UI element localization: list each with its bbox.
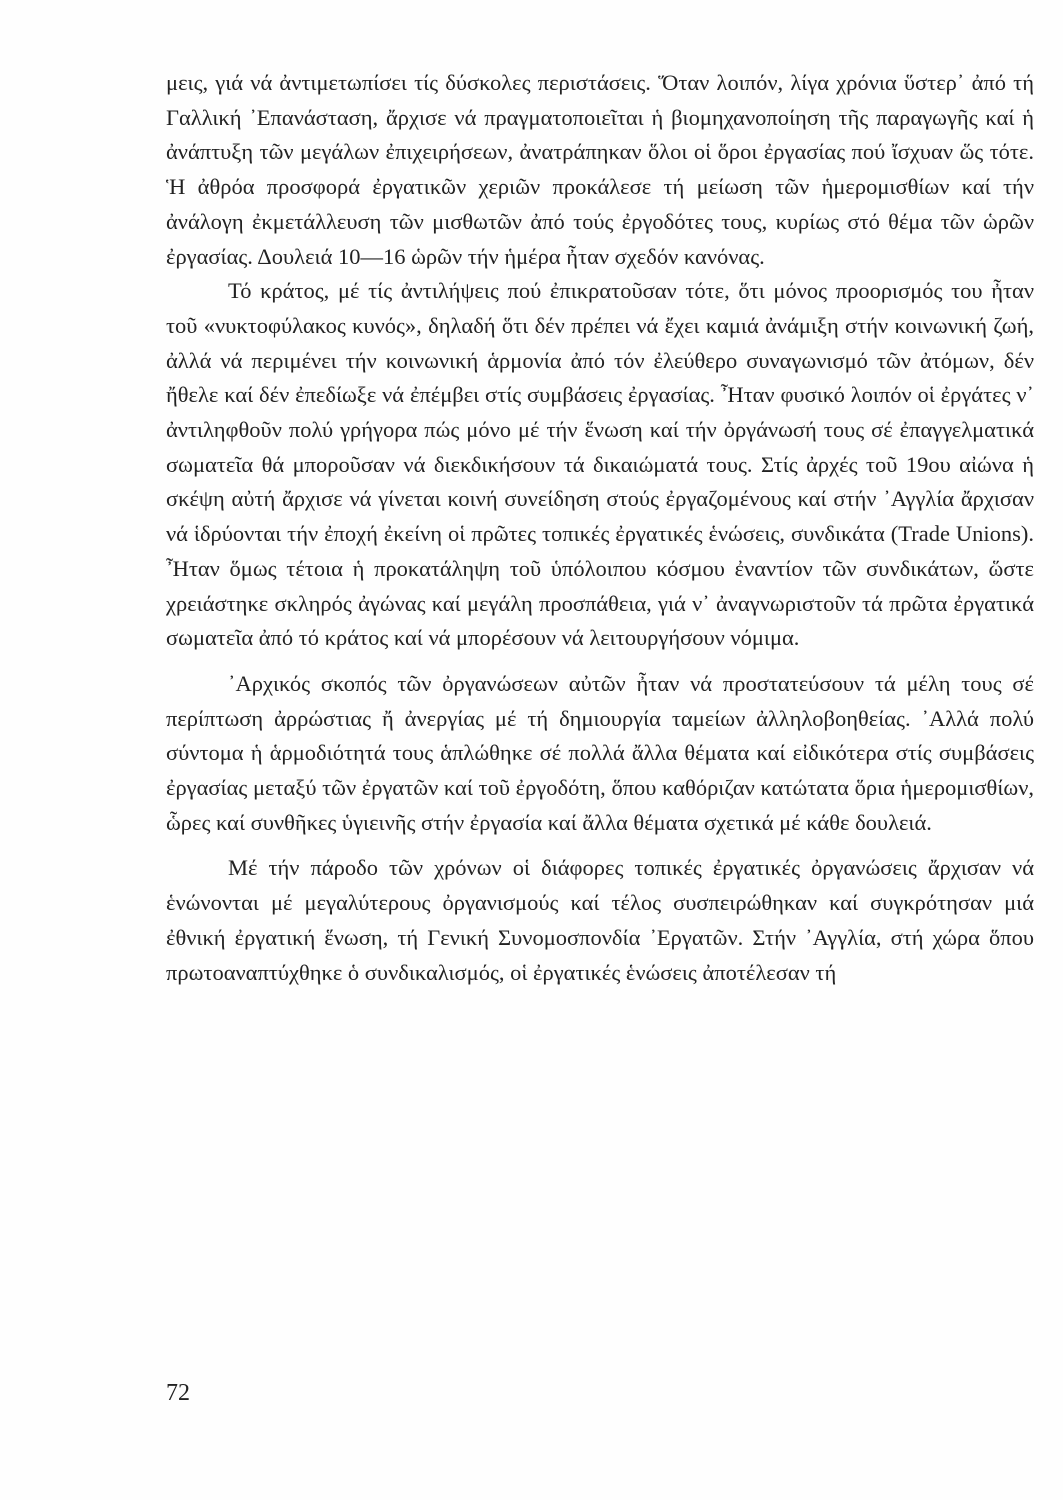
paragraph-1: μεις, γιά νά ἀντιμετωπίσει τίς δύσκολες περιστάσεις. Ὅταν λοιπόν, λίγα χρόνια ὕστερ᾿ ἀπό τή Γαλλική ᾿Επανάσταση, ἄρχισε νά πραγματοποιεῖται ἡ βιομηχανοποίηση τῆς παραγωγῆς καί ἡ ἀνάπτυξη τῶν μεγάλων ἐπιχειρήσεων, ἀνατράπηκαν ὅλοι οἱ ὅροι ἐργασίας πού ἴσχυαν ὥς τότε. Ἡ ἀθρόα προσφορά ἐργατικῶν χεριῶν προκάλεσε τή μείωση τῶν ἡμερομισθίων καί τήν ἀνάλογη ἐκμετάλλευση τῶν μισθωτῶν ἀπό τούς ἐργοδότες τους, κυρίως στό θέμα τῶν ὡρῶν ἐργασίας. Δουλειά 10—16 ὡρῶν τήν ἡμέρα ἦταν σχεδόν κανόνας. bbox=[166, 70, 1034, 269]
paragraph-4: Μέ τήν πάροδο τῶν χρόνων οἱ διάφορες τοπικές ἐργατικές ὀργανώσεις ἄρχισαν νά ἑνώνονται μέ μεγαλύτερους ὀργανισμούς καί τέλος συσπειρώθηκαν καί συγκρότησαν μιά ἐθνική ἐργατική ἕνωση, τή Γενική Συνομοσπονδία ᾿Εργατῶν. Στήν ᾿Αγγλία, στή χώρα ὅπου πρωτοαναπτύχθηκε ὁ συνδικαλισμός, οἱ ἐργατικές ἑνώσεις ἀποτέλεσαν τή bbox=[166, 855, 1034, 985]
body-text bbox=[166, 66, 1034, 990]
page-number: 72 bbox=[166, 1380, 190, 1406]
paragraph-3: ᾿Αρχικός σκοπός τῶν ὀργανώσεων αὐτῶν ἦταν νά προστατεύσουν τά μέλη τους σέ περίπτωση ἀρρώστιας ἤ ἀνεργίας μέ τή δημιουργία ταμείων ἀλληλοβοηθείας. ᾿Αλλά πολύ σύντομα ἡ ἁρμοδιότητά τους ἁπλώθηκε σέ πολλά ἄλλα θέματα καί εἰδικότερα στίς συμβάσεις ἐργασίας μεταξύ τῶν ἐργατῶν καί τοῦ ἐργοδότη, ὅπου καθόριζαν κατώτατα ὅρια ἡμερομισθίων, ὧρες καί συνθῆκες ὑγιεινῆς στήν ἐργασία καί ἄλλα θέματα σχετικά μέ κάθε δουλειά. bbox=[166, 670, 1034, 835]
paragraph-2: Τό κράτος, μέ τίς ἀντιλήψεις πού ἐπικρατοῦσαν τότε, ὅτι μόνος προορισμός του ἦταν τοῦ «νυκτοφύλακος κυνός», δηλαδή ὅτι δέν πρέπει νά ἔχει καμιά ἀνάμιξη στήν κοινωνική ζωή, ἀλλά νά περιμένει τήν κοινωνική ἁρμονία ἀπό τόν ἐλεύθερο συναγωνισμό τῶν ἀτόμων, δέν ἤθελε καί δέν ἐπεδίωξε νά ἐπέμβει στίς συμβάσεις ἐργασίας. Ἦταν φυσικό λοιπόν οἱ ἐργάτες ν᾿ ἀντιληφθοῦν πολύ γρήγορα πώς μόνο μέ τήν ἕνωση καί τήν ὀργάνωσή τους σέ ἐπαγγελματικά σωματεῖα θά μποροῦσαν νά διεκδικήσουν τά δικαιώματά τους. Στίς ἀρχές τοῦ 19ου αἰώνα ἡ σκέψη αὐτή ἄρχισε νά γίνεται κοινή συνείδηση στούς ἐργαζομένους καί στήν ᾿Αγγλία ἄρχισαν νά ἱδρύονται τήν ἐποχή ἐκείνη οἱ πρῶτες τοπικές ἐργατικές ἑνώσεις, συνδικάτα (Trade Unions). Ἦταν ὅμως τέτοια ἡ προκατάληψη τοῦ ὑπόλοιπου κόσμου ἐναντίον τῶν συνδικάτων, ὥστε χρειάστηκε σκληρός ἀγώνας καί μεγάλη προσπάθεια, γιά ν᾿ ἀναγνωριστοῦν τά πρῶτα ἐργατικά σωματεῖα ἀπό τό κράτος καί νά μπορέσουν νά λειτουργήσουν νόμιμα. bbox=[166, 278, 1034, 651]
